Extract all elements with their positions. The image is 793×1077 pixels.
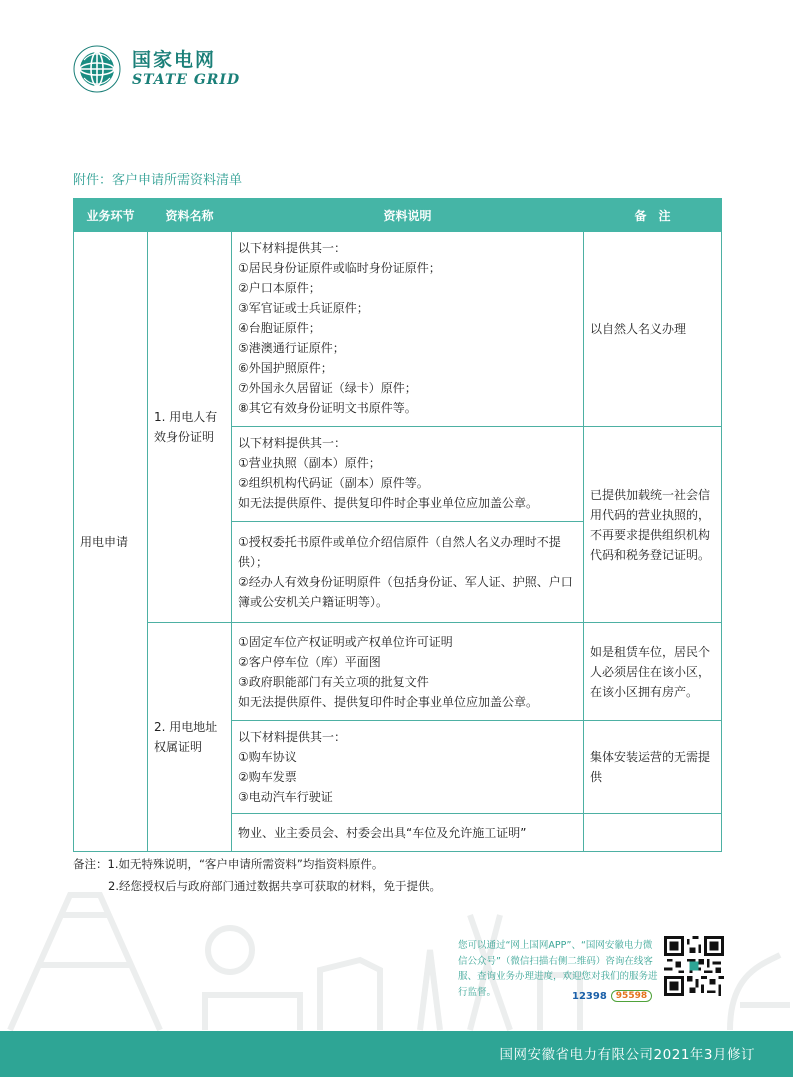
table-row [74,232,722,427]
remark-cell [584,814,722,852]
desc-cell: 以下材料提供其一： ①营业执照（副本）原件； ②组织机构代码证（副本）原件等。 如无法提供原件、提供复印件时企事业单位应加盖公章。 [232,427,584,522]
remark-cell: 以自然人名义办理 [584,232,722,427]
remark-cell: 如是租赁车位，居民个人必须居住在该小区，在该小区拥有房产。 [584,623,722,721]
hotline-95598-badge: 95598 [611,990,652,1002]
logo-english-name: STATE GRID [132,72,241,88]
footer-bar [0,1031,793,1077]
attachment-title: 附件：客户申请所需资料清单 [73,173,243,188]
state-grid-globe-icon [72,44,122,94]
group-name-cell: 2. 用电地址权属证明 [148,623,232,852]
footnote-2: 2.经您授权后与政府部门通过数据共享可获取的材料，免于提供。 [108,879,441,893]
logo-chinese-name: 国家电网 [132,49,217,71]
desc-cell: ①固定车位产权证明或产权单位许可证明 ②客户停车位（库）平面图 ③政府职能部门有关立项的批复文件 如无法提供原件、提供复印件时企事业单位应加盖公章。 [232,623,584,721]
service-info-text: 您可以通过“网上国网APP”、“国网安徽电力微信公众号”（微信扫描右侧二维码）咨询在线客服、查询业务办理进度，欢迎您对我们的服务进行监督。 [458,940,658,998]
remark-cell: 已提供加载统一社会信用代码的营业执照的，不再要求提供组织机构代码和税务登记证明。 [584,427,722,623]
table-header-row [74,199,722,232]
header-remark: 备 注 [584,199,722,232]
group-name-cell: 1. 用电人有效身份证明 [148,232,232,623]
required-documents-table [73,198,722,852]
header-doc-name: 资料名称 [148,199,232,232]
table-row [74,623,722,721]
hotline-12398-badge: 12398 [572,990,607,1002]
stage-cell: 用电申请 [74,232,148,852]
desc-cell: 物业、业主委员会、村委会出具“车位及允许施工证明” [232,814,584,852]
desc-cell: 以下材料提供其一： ①购车协议 ②购车发票 ③电动汽车行驶证 [232,721,584,814]
footnote-1: 备注：1.如无特殊说明，“客户申请所需资料”均指资料原件。 [73,857,384,871]
state-grid-logo [72,44,240,94]
header-doc-desc: 资料说明 [232,199,584,232]
header-stage: 业务环节 [74,199,148,232]
footer-revision-text: 国网安徽省电力有限公司2021年3月修订 [499,1047,755,1063]
wechat-qr-code-icon [664,936,724,996]
hotline-badges [572,990,652,1002]
remark-cell: 集体安装运营的无需提供 [584,721,722,814]
desc-cell: 以下材料提供其一： ①居民身份证原件或临时身份证原件； ②户口本原件； ③军官证或士兵证原件； ④台胞证原件； ⑤港澳通行证原件； ⑥外国护照原件； ⑦外国永久居留证（绿卡）原件； ⑧其它有效身份证明文书原件等。 [232,232,584,427]
desc-cell: ①授权委托书原件或单位介绍信原件（自然人名义办理时不提供）； ②经办人有效身份证明原件（包括身份证、军人证、护照、户口簿或公安机关户籍证明等）。 [232,522,584,623]
